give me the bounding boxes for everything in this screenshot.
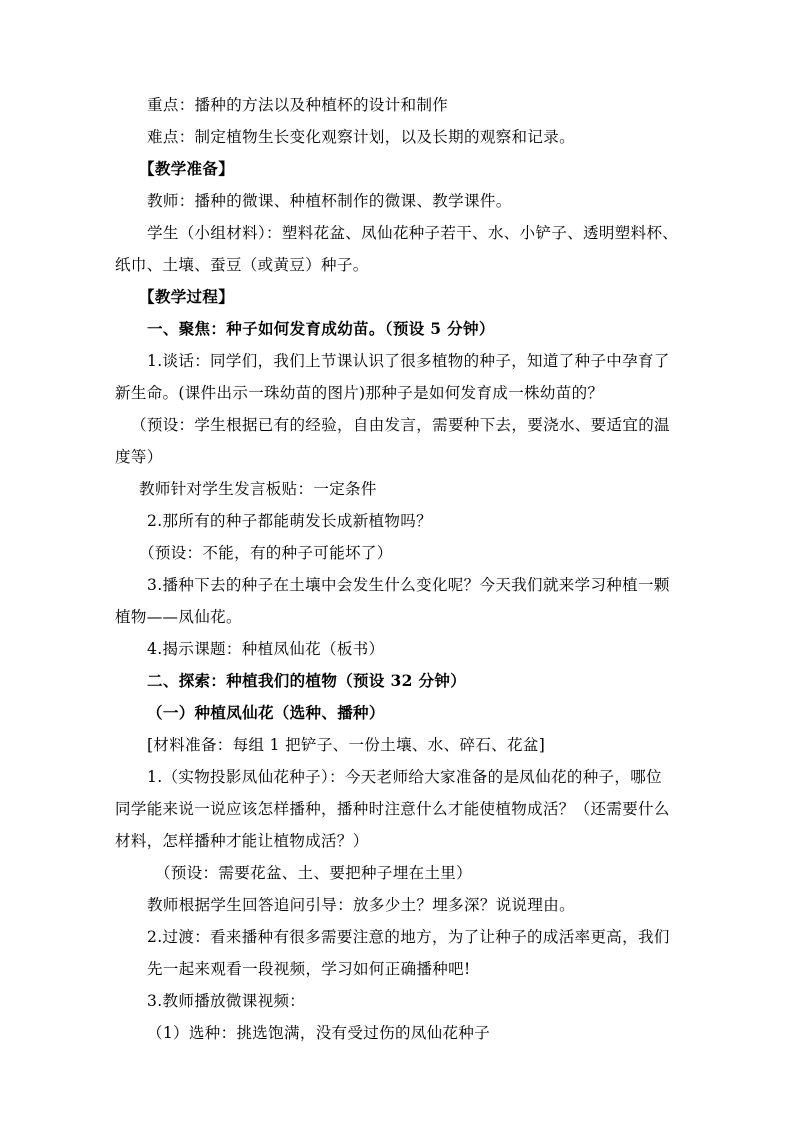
student-materials-continued: 纸巾、土壤、蚕豆（或黄豆）种子。: [115, 256, 369, 274]
paragraph-line: （预设：学生根据已有的经验，自由发言，需要种下去，要浇水、要适宜的温: [131, 416, 670, 434]
paragraph-line: 教师根据学生回答追问引导：放多少土？埋多深？说说理由。: [147, 896, 575, 914]
paragraph-line: 1.（实物投影凤仙花种子）：今天老师给大家准备的是凤仙花的种子，哪位: [147, 768, 662, 786]
paragraph-line: 度等）: [115, 448, 163, 466]
paragraph-line: 1.谈话：同学们，我们上节课认识了很多植物的种子，知道了种子中孕育了: [147, 352, 670, 370]
paragraph-line: [材料准备：每组 1 把铲子、一份土壤、水、碎石、花盆]: [147, 736, 546, 754]
paragraph-line: 材料，怎样播种才能让植物成活？）: [115, 832, 369, 850]
paragraph-line: 先一起来观看一段视频，学习如何正确播种吧!: [147, 960, 471, 978]
section-heading-process: 【教学过程】: [139, 287, 235, 306]
paragraph-line: （预设：不能，有的种子可能坏了）: [139, 544, 393, 562]
key-point-line: 重点：播种的方法以及种植杯的设计和制作: [147, 96, 449, 114]
paragraph-line: 2.那所有的种子都能萌发长成新植物吗？: [147, 512, 432, 530]
part-two-heading: 二、探索：种植我们的植物（预设 32 分钟）: [147, 671, 467, 690]
teacher-materials-line: 教师：播种的微课、种植杯制作的微课、教学课件。: [147, 192, 512, 210]
paragraph-line: 植物——凤仙花。: [115, 608, 242, 626]
paragraph-line: 新生命。(课件出示一珠幼苗的图片)那种子是如何发育成一株幼苗的？: [115, 384, 604, 402]
paragraph-line: 同学能来说一说应该怎样播种，播种时注意什么才能使植物成活？（还需要什么: [115, 800, 670, 818]
difficulty-line: 难点：制定植物生长变化观察计划，以及长期的观察和记录。: [147, 128, 575, 146]
part-one-heading: 一、聚焦：种子如何发育成幼苗。（预设 5 分钟）: [147, 319, 495, 338]
section-heading-preparation: 【教学准备】: [139, 159, 235, 178]
paragraph-line: 3.播种下去的种子在土壤中会发生什么变化呢？今天我们就来学习种植一颗: [147, 576, 670, 594]
subsection-heading: （一）种植凤仙花（选种、播种）: [147, 703, 385, 722]
student-materials-line: 学生（小组材料）：塑料花盆、凤仙花种子若干、水、小铲子、透明塑料杯、: [147, 224, 679, 242]
paragraph-line: 教师针对学生发言板贴：一定条件: [139, 480, 377, 498]
paragraph-line: 3.教师播放微课视频：: [147, 992, 306, 1010]
paragraph-line: 4.揭示课题：种植凤仙花（板书）: [147, 640, 385, 658]
paragraph-line: （预设：需要花盆、土、要把种子埋在土里）: [155, 864, 473, 882]
paragraph-line: 2.过渡：看来播种有很多需要注意的地方，为了让种子的成活率更高，我们: [147, 928, 670, 946]
paragraph-line: （1）选种：挑选饱满，没有受过伤的凤仙花种子: [147, 1024, 491, 1042]
